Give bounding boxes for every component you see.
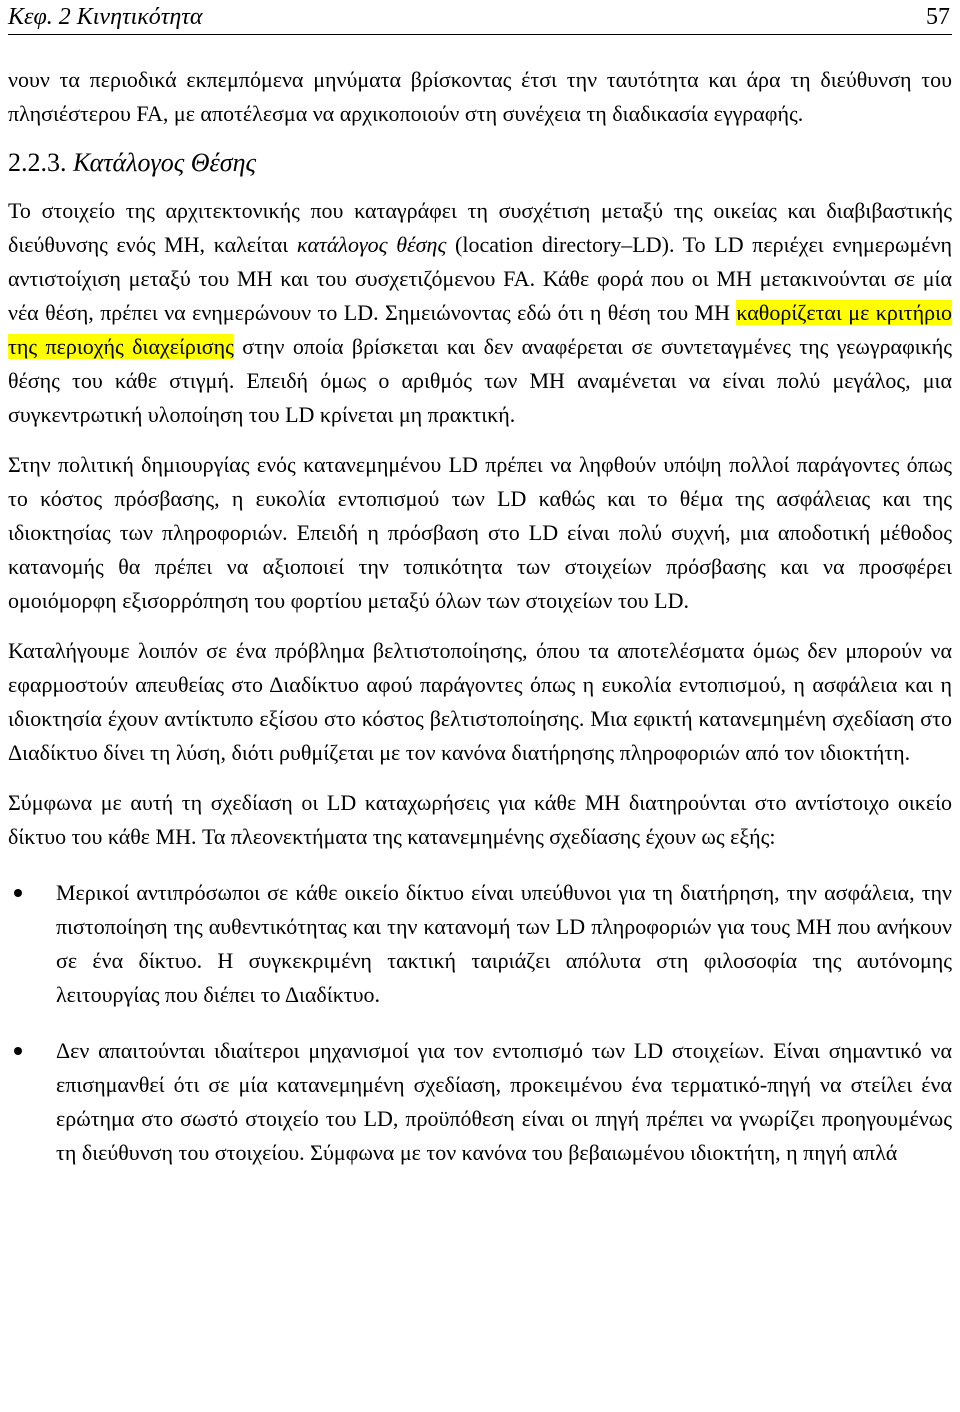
section-number: 2.2.3. <box>8 148 67 177</box>
running-header <box>8 0 952 35</box>
page-number: 57 <box>926 4 950 30</box>
paragraph-text: (location directory–LD). Το LD περιέχει ενημερωμένη αντιστοίχιση μεταξύ του MH και του συσχετιζόμενου FA. Κάθε φορά που οι MH μετακινούνται σε μία νέα θέση, πρέπει να ενημερώνουν το LD. Σημειώνοντας εδώ ότι η θέση του MH <box>8 232 952 325</box>
list-item-text: Δεν απαιτούνται ιδιαίτεροι μηχανισμοί για τον εντοπισμό των LD στοιχείων. Είναι σημαντικό να επισημανθεί ότι σε μία κατανεμημένη σχεδίαση, προκειμένου ένα τερματικό-πηγή να στείλει ένα ερώτημα στο σωστό στοιχείο του LD, προϋπόθεση είναι οι πηγή πρέπει να γνωρίζει προηγουμένως τη διεύθυνση του στοιχείου. Σύμφωνα με τον κανόνα του βεβαιωμένου ιδιοκτήτη, η πηγή απλά <box>56 1038 952 1165</box>
paragraph-distributed-design: Σύμφωνα με αυτή τη σχεδίαση οι LD καταχωρήσεις για κάθε MH διατηρούνται στο αντίστοιχο οικείο δίκτυο του κάθε MH. Τα πλεονεκτήματα της κατανεμημένης σχεδίασης έχουν ως εξής: <box>8 790 952 849</box>
bullet-icon <box>14 889 22 897</box>
paragraph-text: στην οποία βρίσκεται και δεν αναφέρεται σε συντεταγμένες της γεωγραφικής θέσης του κάθε στιγμή. Επειδή όμως ο αριθμός των MH αναμένεται να είναι πολύ μεγάλος, μια συγκεντρωτική υλοποίηση του LD κρίνεται μη πρακτική. <box>8 334 952 427</box>
list-item <box>8 876 952 1012</box>
chapter-title: Κεφ. 2 Κινητικότητα <box>8 4 203 30</box>
list-item <box>8 1034 952 1170</box>
section-heading <box>8 143 952 183</box>
paragraph-optimization-problem: Καταλήγουμε λοιπόν σε ένα πρόβλημα βελτιστοποίησης, όπου τα αποτελέσματα όμως δεν μπορούν να εφαρμοστούν απευθείας στο Διαδίκτυο αφού παράγοντες όπως η ευκολία εντοπισμού, η ασφάλεια και η ιδιοκτησία έχουν αντίκτυπο εξίσου στο κόστος βελτιστοποίησης. Μια εφικτή κατανεμημένη σχεδίαση στο Διαδίκτυο δίνει τη λύση, διότι ρυθμίζεται με τον κανόνα διατήρησης πληροφοριών από τον ιδιοκτήτη. <box>8 638 952 765</box>
section-title: Κατάλογος Θέσης <box>73 148 257 177</box>
list-item-text: Μερικοί αντιπρόσωποι σε κάθε οικείο δίκτυο είναι υπεύθυνοι για τη διατήρηση, την ασφάλεια, την πιστοποίηση της αυθεντικότητας και την κατανομή των LD πληροφοριών για τους MH που ανήκουν σε ένα δίκτυο. Η συγκεκριμένη τακτική ταιριάζει απόλυτα στη φιλοσοφία της αυτόνομης λειτουργίας που διέπει το Διαδίκτυο. <box>56 880 952 1007</box>
continuation-paragraph: νουν τα περιοδικά εκπεμπόμενα μηνύματα βρίσκοντας έτσι την ταυτότητα και άρα τη διεύθυνση του πλησιέστερου FA, με αποτέλεσμα να αρχικοποιούν στη συνέχεια τη διαδικασία εγγραφής. <box>8 67 952 126</box>
page-body <box>8 63 952 1192</box>
bullet-icon <box>14 1047 22 1055</box>
highlighted-text: καθορίζεται με κριτήριο της περιοχής διαχείρισης <box>8 300 952 359</box>
advantages-list <box>8 876 952 1170</box>
paragraph-distributed-ld-policy: Στην πολιτική δημιουργίας ενός κατανεμημένου LD πρέπει να ληφθούν υπόψη πολλοί παράγοντες όπως το κόστος πρόσβασης, η ευκολία εντοπισμού των LD καθώς και το θέμα της ασφάλειας και της ιδιοκτησίας των πληροφοριών. Επειδή η πρόσβαση στο LD είναι πολύ συχνή, μια αποδοτική μέθοδος κατανομής θα πρέπει να αξιοποιεί την τοπικότητα των στοιχείων πρόσβασης και να προσφέρει ομοιόμορφη εξισορρόπηση του φορτίου μεταξύ όλων των στοιχείων του LD. <box>8 452 952 613</box>
italic-term: κατάλογος θέσης <box>296 232 447 257</box>
paragraph-location-directory <box>8 194 952 432</box>
paragraph-text: Το στοιχείο της αρχιτεκτονικής που καταγράφει τη συσχέτιση μεταξύ της οικείας και διαβιβαστικής διεύθυνσης ενός MH, καλείται <box>8 198 952 257</box>
